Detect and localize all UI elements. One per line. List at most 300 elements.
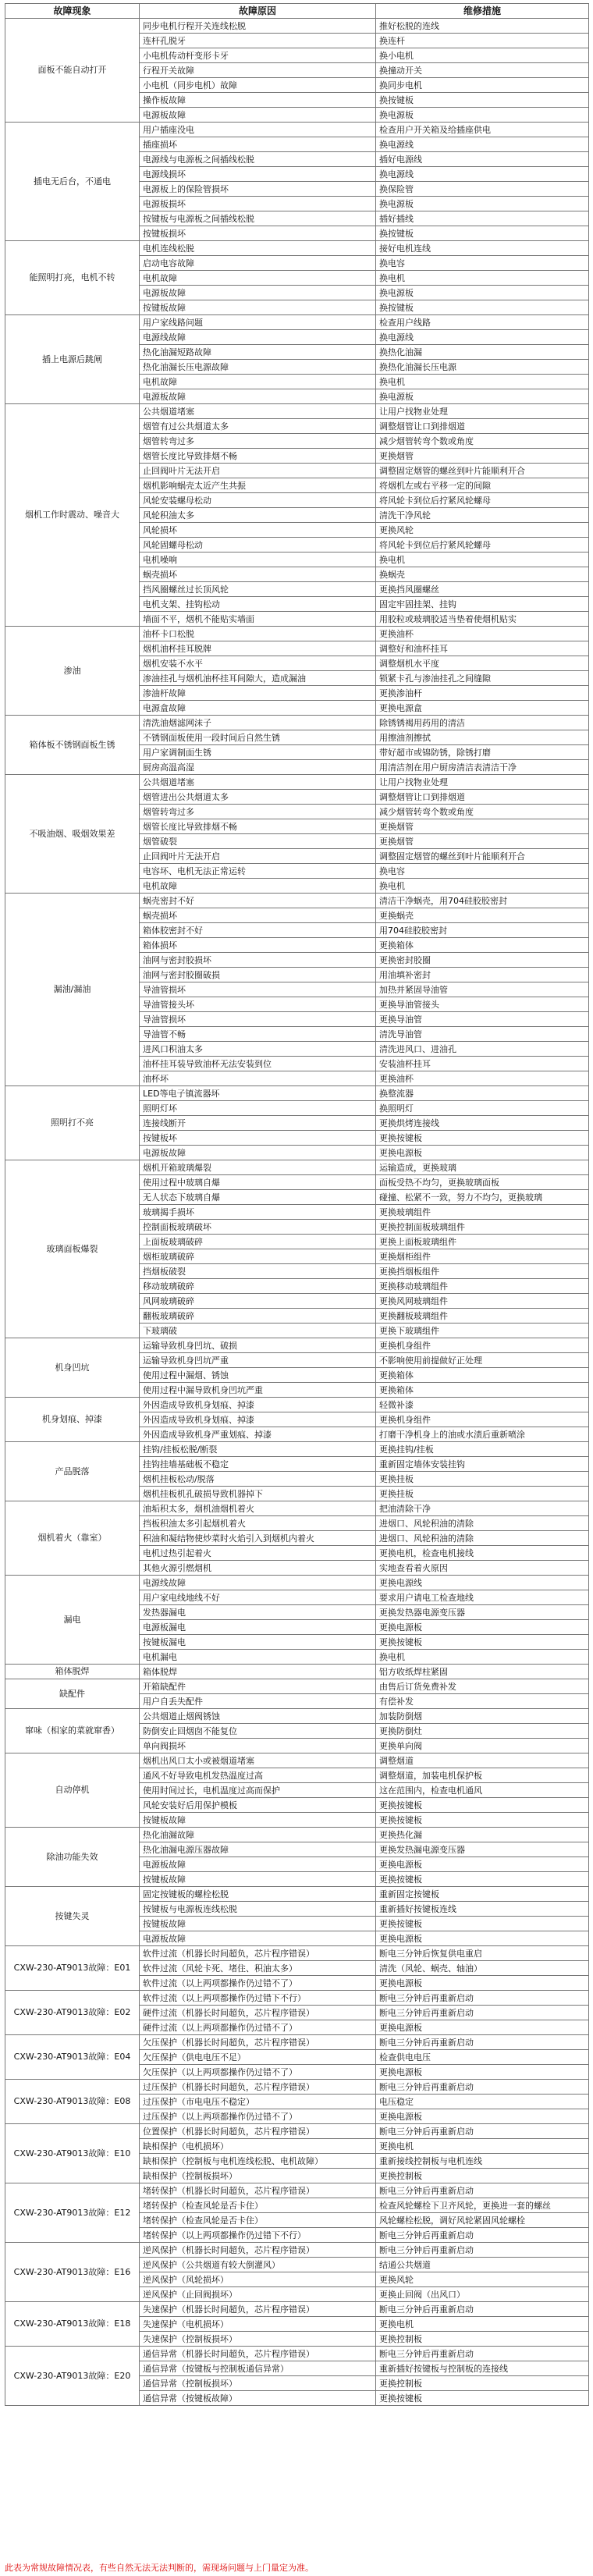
fix-cell: 断电三分钟后恢复供电重启	[376, 1946, 589, 1961]
fix-cell: 更换蜗壳	[376, 908, 589, 923]
cause-cell: 烟机挂板松动/脱落	[140, 1472, 376, 1487]
symptom-cell: CXW-230-AT9013故障：E16	[5, 2243, 140, 2302]
cause-cell: 电机漏电	[140, 1650, 376, 1665]
cause-cell: 电容坏、电机无法正常运转	[140, 864, 376, 879]
cause-cell: 油杯卡口松脱	[140, 627, 376, 641]
cause-cell: 热化油漏长压电源故障	[140, 360, 376, 375]
table-row	[5, 1887, 589, 1902]
fix-cell: 清洗干净风轮	[376, 508, 589, 523]
fix-cell: 换同步电机	[376, 78, 589, 93]
fix-cell: 用擦油剂擦拭	[376, 730, 589, 745]
fix-cell: 安装油杯挂耳	[376, 1057, 589, 1071]
fix-cell: 换整流器	[376, 1086, 589, 1101]
fix-cell: 用胶粒或玻璃胶适当垫着使烟机贴实	[376, 612, 589, 627]
cause-cell: 启动电容故障	[140, 256, 376, 271]
table-row	[5, 2302, 589, 2317]
cause-cell: 导油管损坏	[140, 982, 376, 997]
cause-cell: 电源板故障	[140, 108, 376, 123]
fix-cell: 更换电源板	[376, 1976, 589, 1991]
table-row	[5, 1991, 589, 2006]
cause-cell: 过压保护（机器长时间超负，芯片程序错误）	[140, 2080, 376, 2095]
cause-cell: 电机故障	[140, 375, 376, 389]
cause-cell: 失速保护（控制板损坏）	[140, 2332, 376, 2347]
symptom-cell: 照明打不亮	[5, 1086, 140, 1160]
cause-cell: 堵转保护（机器长时间超负，芯片程序错误）	[140, 2183, 376, 2198]
cause-cell: 逆风保护（机器长时间超负，芯片程序错误）	[140, 2243, 376, 2258]
cause-cell: 挡风圈螺丝过长顶风轮	[140, 582, 376, 597]
cause-cell: 插座损坏	[140, 137, 376, 152]
symptom-cell: 面板不能自动打开	[5, 19, 140, 123]
cause-cell: 用户家电线地线不好	[140, 1590, 376, 1605]
cause-cell: 电源板故障	[140, 1857, 376, 1872]
cause-cell: 热化油漏故障	[140, 1828, 376, 1842]
fix-cell: 更换玻璃组件	[376, 1205, 589, 1220]
fix-cell: 更换电机	[376, 2139, 589, 2154]
fix-cell: 换连杆	[376, 34, 589, 48]
fix-cell: 换电机	[376, 879, 589, 894]
cause-cell: 风轮安装螺母松动	[140, 493, 376, 508]
fix-cell: 换电机	[376, 375, 589, 389]
table-row	[5, 1709, 589, 1724]
fix-cell: 锁紧卡孔与渗油挂孔之间缝隙	[376, 671, 589, 686]
cause-cell: 公共烟道堵塞	[140, 404, 376, 419]
cause-cell: 固定按键板的螺栓松脱	[140, 1887, 376, 1902]
symptom-cell: CXW-230-AT9013故障：E12	[5, 2183, 140, 2243]
cause-cell: 烟机油杯挂耳脱牌	[140, 641, 376, 656]
fix-cell: 用清洁剂在用户厨房清洁表清洁干净	[376, 760, 589, 775]
cause-cell: 翻板玻璃破碎	[140, 1309, 376, 1324]
fix-cell: 进烟口、风轮积油的清除	[376, 1531, 589, 1546]
fix-cell: 更换电源板	[376, 1857, 589, 1872]
cause-cell: 公共烟道堵塞	[140, 775, 376, 790]
fix-cell: 更换按键板	[376, 1813, 589, 1828]
fix-cell: 更换按键板	[376, 1917, 589, 1931]
cause-cell: 操作板故障	[140, 93, 376, 108]
cause-cell: 电机连线松脱	[140, 241, 376, 256]
fix-cell: 更换油杯	[376, 627, 589, 641]
cause-cell: 行程开关故障	[140, 63, 376, 78]
fix-cell: 更换密封胶圈	[376, 953, 589, 968]
cause-cell: 导油管不畅	[140, 1027, 376, 1042]
table-row	[5, 894, 589, 908]
symptom-cell: CXW-230-AT9013故障：E10	[5, 2124, 140, 2183]
fix-cell: 更换控制板	[376, 2169, 589, 2183]
symptom-cell: 不吸油烟、吸烟效果差	[5, 775, 140, 894]
symptom-cell: 插上电源后跳闸	[5, 315, 140, 404]
cause-cell: 小电机（同步电机）故障	[140, 78, 376, 93]
cause-cell: 玻璃揭手损坏	[140, 1205, 376, 1220]
cause-cell: 挡板积油太多引起烟机着火	[140, 1516, 376, 1531]
fix-cell: 断电三分钟后再重新启动	[376, 1991, 589, 2006]
symptom-cell: 渗油	[5, 627, 140, 716]
cause-cell: 按键板损坏	[140, 226, 376, 241]
cause-cell: 止回阀叶片无法开启	[140, 849, 376, 864]
table-row	[5, 123, 589, 137]
cause-cell: 油网与密封胶圈破损	[140, 968, 376, 982]
table-row	[5, 2035, 589, 2050]
symptom-cell: 机身凹坑	[5, 1338, 140, 1398]
cause-cell: 过压保护（以上两项都操作仍过错不了）	[140, 2109, 376, 2124]
cause-cell: 外因造成导致机身严重划痕、掉漆	[140, 1427, 376, 1442]
cause-cell: 按键板故障	[140, 300, 376, 315]
fix-cell: 固定牢固挂架、挂钩	[376, 597, 589, 612]
cause-cell: 油网与密封胶损坏	[140, 953, 376, 968]
cause-cell: 电机故障	[140, 879, 376, 894]
fix-cell: 更换箱体	[376, 1383, 589, 1398]
fix-cell: 更换风网玻璃组件	[376, 1294, 589, 1309]
cause-cell: 烟管破裂	[140, 834, 376, 849]
symptom-cell: 机身划痕、掉漆	[5, 1398, 140, 1442]
cause-cell: 逆风保护（公共烟道有较大倒灌风）	[140, 2258, 376, 2272]
fix-cell: 更换移动玻璃组件	[376, 1279, 589, 1294]
symptom-cell: 按键失灵	[5, 1887, 140, 1946]
table-row	[5, 1442, 589, 1457]
cause-cell: 通信异常（按键板与控制板通信异常）	[140, 2361, 376, 2376]
fix-cell: 断电三分钟后再重新启动	[376, 2124, 589, 2139]
fix-cell: 换电源线	[376, 330, 589, 345]
fix-cell: 更换按键板	[376, 1635, 589, 1650]
fix-cell: 更换防倒灶	[376, 1724, 589, 1739]
fix-cell: 不影响使用前提做好正处理	[376, 1353, 589, 1368]
cause-cell: 开箱缺配件	[140, 1679, 376, 1694]
fix-cell: 更换挂板	[376, 1487, 589, 1501]
fix-cell: 换电源板	[376, 197, 589, 211]
table-row	[5, 2124, 589, 2139]
cause-cell: 烟管长度比导致排烟不畅	[140, 449, 376, 464]
cause-cell: 油杯坏	[140, 1071, 376, 1086]
cause-cell: 用户家线路问题	[140, 315, 376, 330]
fix-cell: 更换电源板	[376, 1146, 589, 1160]
cause-cell: 软件过流（机器长时间超负，芯片程序错误）	[140, 1946, 376, 1961]
cause-cell: 失速保护（电机损坏）	[140, 2317, 376, 2332]
cause-cell: 通信异常（按键板故障）	[140, 2391, 376, 2406]
fix-cell: 更换渗油杆	[376, 686, 589, 701]
fix-cell: 更换电源盒	[376, 701, 589, 716]
cause-cell: 位置保护（机器长时间超负，芯片程序错误）	[140, 2124, 376, 2139]
fix-cell: 更换按键板	[376, 1798, 589, 1813]
symptom-cell: CXW-230-AT9013故障：E04	[5, 2035, 140, 2080]
fix-cell: 更换按键板	[376, 1131, 589, 1146]
fix-cell: 换电机	[376, 1650, 589, 1665]
cause-cell: 欠压保护（供电电压不足）	[140, 2050, 376, 2065]
cause-cell: 堵转保护（检查风轮是否卡住）	[140, 2213, 376, 2228]
cause-cell: 渗油挂孔与烟机油杯挂耳间隙大，造成漏油	[140, 671, 376, 686]
cause-cell: 电机噪响	[140, 553, 376, 567]
cause-cell: 按键板故障	[140, 1813, 376, 1828]
fix-cell: 调整烟道	[376, 1753, 589, 1768]
fix-cell: 重新插好按键板连线	[376, 1902, 589, 1917]
fix-cell: 调整烟道，加装电机保护板	[376, 1768, 589, 1783]
cause-cell: 堵转保护（检查风轮是否卡住）	[140, 2198, 376, 2213]
table-row	[5, 1753, 589, 1768]
symptom-cell: CXW-230-AT9013故障：E01	[5, 1946, 140, 1991]
cause-cell: 用户自丢失配件	[140, 1694, 376, 1709]
symptom-cell: 自动停机	[5, 1753, 140, 1828]
fix-cell: 调整固定烟管的螺丝到叶片能顺利开合	[376, 849, 589, 864]
cause-cell: 风轮固螺母松动	[140, 538, 376, 553]
fix-cell: 更换单向阀	[376, 1739, 589, 1753]
fix-cell: 更换机身组件	[376, 1338, 589, 1353]
cause-cell: 电源板故障	[140, 286, 376, 300]
symptom-cell: CXW-230-AT9013故障：E02	[5, 1991, 140, 2035]
fix-cell: 有偿补发	[376, 1694, 589, 1709]
cause-cell: 烟管转弯过多	[140, 805, 376, 819]
fix-cell: 检查用户开关箱及给插座供电	[376, 123, 589, 137]
fix-cell: 更换导油管接头	[376, 997, 589, 1012]
fix-cell: 更换按键板	[376, 1872, 589, 1887]
cause-cell: 油杯挂耳装导致油杯无法安装到位	[140, 1057, 376, 1071]
cause-cell: 电源线与电源板之间插线松脱	[140, 152, 376, 167]
fix-cell: 换按键板	[376, 226, 589, 241]
symptom-cell: 箱体脱焊	[5, 1665, 140, 1679]
fix-cell: 轻微补漆	[376, 1398, 589, 1412]
cause-cell: 运输导致机身凹坑严重	[140, 1353, 376, 1368]
cause-cell: 电源线损坏	[140, 167, 376, 182]
fix-cell: 换按键板	[376, 93, 589, 108]
fix-cell: 将烟机左或右平移一定的间隙	[376, 478, 589, 493]
symptom-cell: CXW-230-AT9013故障：E18	[5, 2302, 140, 2347]
fix-cell: 换蜗壳	[376, 567, 589, 582]
cause-cell: 连杆孔脱牙	[140, 34, 376, 48]
fix-cell: 换电源板	[376, 286, 589, 300]
symptom-cell: 缺配件	[5, 1679, 140, 1709]
table-row	[5, 1160, 589, 1175]
symptom-cell: 产品脱落	[5, 1442, 140, 1501]
symptom-cell: CXW-230-AT9013故障：E08	[5, 2080, 140, 2124]
fix-cell: 断电三分钟后再重新启动	[376, 2347, 589, 2361]
cause-cell: 使用过程中漏烟、锈蚀	[140, 1368, 376, 1383]
fix-cell: 换热化油漏	[376, 345, 589, 360]
fix-cell: 断电三分钟后再重新启动	[376, 2228, 589, 2243]
table-row	[5, 315, 589, 330]
fix-cell: 更换电机	[376, 2317, 589, 2332]
cause-cell: 软件过流（风轮卡死、堵住、积油太多）	[140, 1961, 376, 1976]
fix-cell: 更换下玻璃组件	[376, 1324, 589, 1338]
fix-cell: 断电三分钟后再重新启动	[376, 2183, 589, 2198]
fix-cell: 更换电源板	[376, 2109, 589, 2124]
cause-cell: 烟机挂板机孔破损导致机器掉下	[140, 1487, 376, 1501]
cause-cell: 防倒安止回烟囱不能复位	[140, 1724, 376, 1739]
fix-cell: 重新固定按键板	[376, 1887, 589, 1902]
fix-cell: 更换烟管	[376, 834, 589, 849]
fix-cell: 调整烟机水平度	[376, 656, 589, 671]
header-symptom: 故障现象	[5, 4, 140, 19]
cause-cell: 失速保护（机器长时间超负，芯片程序错误）	[140, 2302, 376, 2317]
fix-cell: 更换翻板玻璃组件	[376, 1309, 589, 1324]
cause-cell: 堵转保护（以上两项都操作仍过错下不行）	[140, 2228, 376, 2243]
cause-cell: 电机故障	[140, 271, 376, 286]
fix-cell: 结通公共烟道	[376, 2258, 589, 2272]
fix-cell: 接好电机连线	[376, 241, 589, 256]
fix-cell: 检查用户线路	[376, 315, 589, 330]
cause-cell: 热化油漏电源压器故障	[140, 1842, 376, 1857]
table-row	[5, 2347, 589, 2361]
fix-cell: 更换上面板玻璃组件	[376, 1235, 589, 1249]
cause-cell: 外因造成导致机身划痕、掉漆	[140, 1398, 376, 1412]
cause-cell: 风轮积油太多	[140, 508, 376, 523]
cause-cell: 使用过程中玻璃自爆	[140, 1175, 376, 1190]
fix-cell: 更换烘烤连接线	[376, 1116, 589, 1131]
cause-cell: 电源板损坏	[140, 197, 376, 211]
symptom-cell: 漏油/漏油	[5, 894, 140, 1086]
fix-cell: 更换油杯	[376, 1071, 589, 1086]
table-row	[5, 1398, 589, 1412]
cause-cell: 箱体脱焊	[140, 1665, 376, 1679]
table-row	[5, 1576, 589, 1590]
fix-cell: 更换风轮	[376, 2272, 589, 2287]
fix-cell: 用油填补密封	[376, 968, 589, 982]
fix-cell: 清洗进风口、进油孔	[376, 1042, 589, 1057]
symptom-cell: 漏电	[5, 1576, 140, 1665]
cause-cell: 电源板上的保险管损坏	[140, 182, 376, 197]
cause-cell: 缺相保护（控制板与电机连线松脱、电机故障）	[140, 2154, 376, 2169]
cause-cell: 电机支架、挂钩松动	[140, 597, 376, 612]
cause-cell: 厨房高温高湿	[140, 760, 376, 775]
fix-cell: 清洁干净蜗壳，用704硅胶胶密封	[376, 894, 589, 908]
cause-cell: 电源板故障	[140, 389, 376, 404]
symptom-cell: 能照明打亮，电机不转	[5, 241, 140, 315]
cause-cell: 其他火源引燃烟机	[140, 1561, 376, 1576]
cause-cell: 烟管长度比导致排烟不畅	[140, 819, 376, 834]
cause-cell: 缺相保护（控制板损坏）	[140, 2169, 376, 2183]
cause-cell: 小电机传动杆变形卡牙	[140, 48, 376, 63]
fix-cell: 让用户找物业处理	[376, 404, 589, 419]
cause-cell: 箱体损坏	[140, 938, 376, 953]
header-cause: 故障原因	[140, 4, 376, 19]
cause-cell: 连接线断开	[140, 1116, 376, 1131]
cause-cell: 电源盒故障	[140, 701, 376, 716]
fix-cell: 更换发热漏电源变压器	[376, 1842, 589, 1857]
cause-cell: 单向阀损坏	[140, 1739, 376, 1753]
fix-cell: 更换挂钩/挂板	[376, 1442, 589, 1457]
cause-cell: 进风口积油太多	[140, 1042, 376, 1057]
fix-cell: 减少烟管转弯个数或角度	[376, 434, 589, 449]
cause-cell: 烟机影响蜗壳太近产生共振	[140, 478, 376, 493]
fix-cell: 更换电源板	[376, 2065, 589, 2080]
fix-cell: 调整烟管让口到排烟道	[376, 419, 589, 434]
fix-cell: 换电机	[376, 553, 589, 567]
table-row	[5, 1946, 589, 1961]
cause-cell: 硬件过流（以上两项都操作仍过错不了）	[140, 2020, 376, 2035]
cause-cell: 用户插座没电	[140, 123, 376, 137]
cause-cell: 烟机出风口太小或被烟道堵塞	[140, 1753, 376, 1768]
fix-cell: 风轮螺栓松脱，调好风轮紧固风轮螺栓	[376, 2213, 589, 2228]
fix-cell: 由售后订货免费补发	[376, 1679, 589, 1694]
cause-cell: 蜗壳损坏	[140, 567, 376, 582]
table-row	[5, 775, 589, 790]
fix-cell: 推好松脱的连线	[376, 19, 589, 34]
fix-cell: 铝方收纸焊柱紧固	[376, 1665, 589, 1679]
fix-cell: 将风轮卡到位后拧紧风轮螺母	[376, 538, 589, 553]
fix-cell: 加热并紧固导油管	[376, 982, 589, 997]
cause-cell: 使用时间过长，电机温度过高而保护	[140, 1783, 376, 1798]
fix-cell: 更换热化漏	[376, 1828, 589, 1842]
cause-cell: 积油和凝结物使炒菜时火焰引入到烟机内着火	[140, 1531, 376, 1546]
cause-cell: 电源板故障	[140, 1931, 376, 1946]
fix-cell: 实地查看着火原因	[376, 1561, 589, 1576]
symptom-cell: 玻璃面板爆裂	[5, 1160, 140, 1338]
symptom-cell: 箱体板不锈钢面板生锈	[5, 716, 140, 775]
cause-cell: 按键板漏电	[140, 1635, 376, 1650]
table-row	[5, 2080, 589, 2095]
cause-cell: 烟机安装不水平	[140, 656, 376, 671]
cause-cell: 用户家调制面生锈	[140, 745, 376, 760]
table-row	[5, 1679, 589, 1694]
cause-cell: 烟管有过公共烟道太多	[140, 419, 376, 434]
cause-cell: 渗油杆故障	[140, 686, 376, 701]
fix-cell: 更换机身组件	[376, 1412, 589, 1427]
fix-cell: 除锈锈褐用药用的清洁	[376, 716, 589, 730]
cause-cell: 控制面板玻璃破坏	[140, 1220, 376, 1235]
fix-cell: 断电三分钟后再重新启动	[376, 2243, 589, 2258]
table-row	[5, 241, 589, 256]
fix-cell: 更换挂板	[376, 1472, 589, 1487]
cause-cell: LED等电子镇流器坏	[140, 1086, 376, 1101]
table-row	[5, 1828, 589, 1842]
cause-cell: 外因造成导致机身划痕、掉漆	[140, 1412, 376, 1427]
cause-cell: 挂钩/挂板松脱/断裂	[140, 1442, 376, 1457]
fix-cell: 打磨干净机身上的油或水渍后重新喷涂	[376, 1427, 589, 1442]
fix-cell: 清洗（风轮、蜗壳、轴油）	[376, 1961, 589, 1976]
cause-cell: 电源线故障	[140, 330, 376, 345]
cause-cell: 导油管接头坏	[140, 997, 376, 1012]
cause-cell: 软件过流（以上两项都操作仍过错下不行）	[140, 1991, 376, 2006]
cause-cell: 无人状态下玻璃自爆	[140, 1190, 376, 1205]
fix-cell: 把油清除干净	[376, 1501, 589, 1516]
cause-cell: 硬件过流（机器长时间超负，芯片程序错误）	[140, 2006, 376, 2020]
table-row	[5, 627, 589, 641]
cause-cell: 逆风保护（风轮损坏）	[140, 2272, 376, 2287]
table-row	[5, 1665, 589, 1679]
fix-cell: 加装防倒烟	[376, 1709, 589, 1724]
cause-cell: 逆风保护（止回阀损坏）	[140, 2287, 376, 2302]
fix-cell: 换电机	[376, 271, 589, 286]
fix-cell: 面板受热不均匀，更换玻璃面板	[376, 1175, 589, 1190]
fix-cell: 这在范围内，检查电机通风	[376, 1783, 589, 1798]
table-row	[5, 2183, 589, 2198]
cause-cell: 导油管损坏	[140, 1012, 376, 1027]
cause-cell: 电源板故障	[140, 1146, 376, 1160]
fix-cell: 更换烟柜组件	[376, 1249, 589, 1264]
cause-cell: 清洗油烟滤网沫子	[140, 716, 376, 730]
cause-cell: 下玻璃破	[140, 1324, 376, 1338]
cause-cell: 欠压保护（以上两项都操作仍过错不了）	[140, 2065, 376, 2080]
footnote: 此表为常规故障情况表，有些自然无法无法判断的，需现场问题与上门量定为准。	[5, 2563, 314, 2573]
symptom-cell: 插电无后台，不通电	[5, 123, 140, 241]
cause-cell: 移动玻璃破碎	[140, 1279, 376, 1294]
fix-cell: 更换控制板	[376, 2332, 589, 2347]
cause-cell: 软件过流（以上两项都操作仍过错不了）	[140, 1976, 376, 1991]
cause-cell: 通信异常（控制板损坏）	[140, 2376, 376, 2391]
fix-cell: 更换烟管	[376, 449, 589, 464]
cause-cell: 公共烟道止烟阀锈蚀	[140, 1709, 376, 1724]
cause-cell: 按键板故障	[140, 1917, 376, 1931]
fix-cell: 断电三分钟后再重新启动	[376, 2006, 589, 2020]
cause-cell: 过压保护（市电电压不稳定）	[140, 2095, 376, 2109]
cause-cell: 蜗壳密封不好	[140, 894, 376, 908]
fix-cell: 换热化油漏长压电源	[376, 360, 589, 375]
fix-cell: 更换电机，检查电机接线	[376, 1546, 589, 1561]
cause-cell: 电源线故障	[140, 1576, 376, 1590]
cause-cell: 不锈钢面板使用一段时间后自然生锈	[140, 730, 376, 745]
fix-cell: 更换控制面板玻璃组件	[376, 1220, 589, 1235]
cause-cell: 运输导致机身凹坑、破损	[140, 1338, 376, 1353]
cause-cell: 热化油漏短路故障	[140, 345, 376, 360]
fix-cell: 插好电源线	[376, 152, 589, 167]
fix-cell: 更换风轮	[376, 523, 589, 538]
fix-cell: 重新固定墙体安装挂钩	[376, 1457, 589, 1472]
fix-cell: 进烟口、风轮积油的清除	[376, 1516, 589, 1531]
